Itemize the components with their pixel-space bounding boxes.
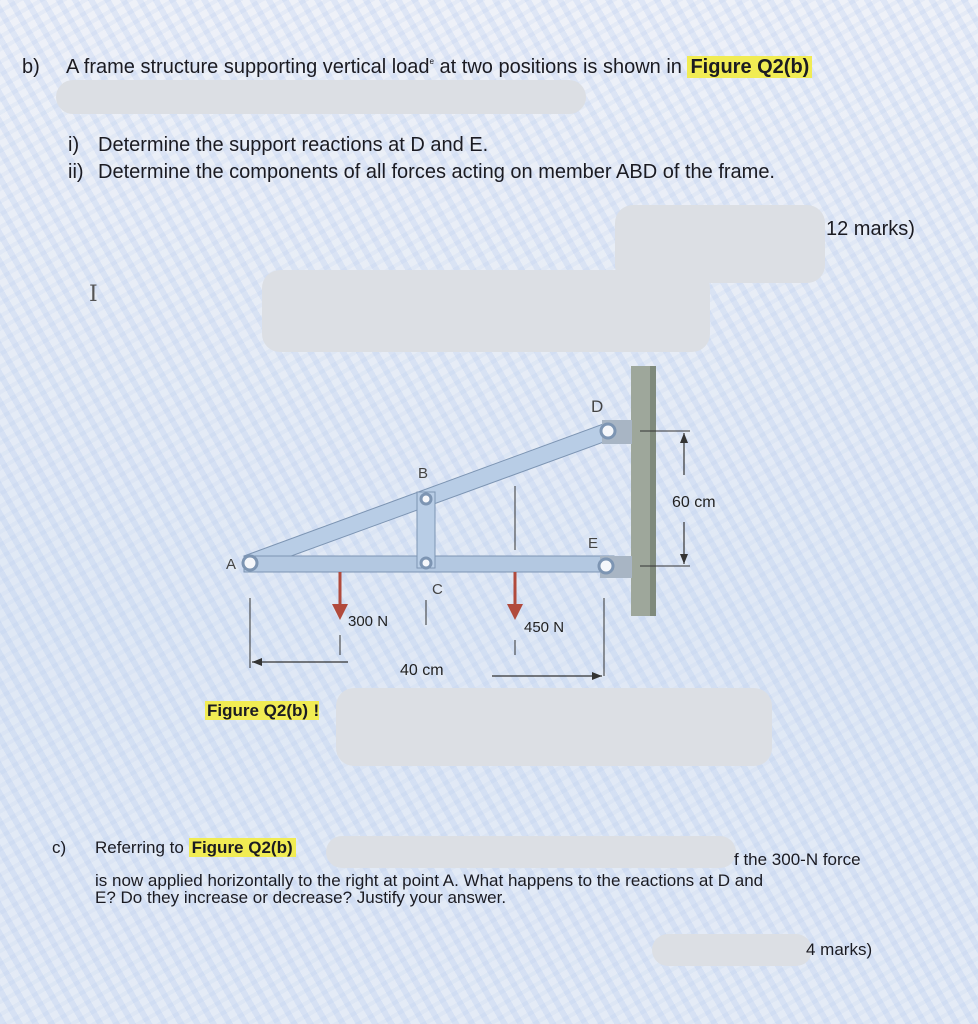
task-ii-text: Determine the components of all forces acting on member ABD of the frame. [98, 161, 775, 183]
dim-h-left-arrow [252, 658, 262, 666]
label-d: D [591, 397, 604, 416]
marks-c: 4 marks) [806, 940, 873, 959]
text-cursor-icon: I [89, 282, 98, 307]
part-b-prefix: b) [22, 56, 40, 78]
task-i-num: i) [68, 134, 80, 156]
figure-caption: Figure Q2(b) ! [207, 701, 320, 720]
marks-b: 12 marks) [826, 218, 915, 240]
part-c-prefix: c) [52, 838, 67, 857]
dim-v-top-arrow [680, 433, 688, 443]
part-c-line1-tail: f the 300-N force [734, 850, 861, 869]
redaction-6 [652, 934, 812, 966]
load-300-label: 300 N [348, 613, 389, 630]
label-c: C [432, 581, 443, 598]
part-c-line3: E? Do they increase or decrease? Justify your answer. [95, 888, 507, 907]
label-a: A [226, 556, 237, 573]
part-c-line1: Referring to Figure Q2(b) [95, 838, 296, 858]
load-arrow-300-head [332, 604, 348, 620]
pin-c [421, 558, 431, 568]
redaction-4 [336, 688, 772, 766]
dim-h-label: 40 cm [400, 662, 444, 679]
wall-shade [650, 366, 656, 616]
redaction-5 [326, 836, 736, 868]
pin-b [421, 494, 431, 504]
part-b-text: A frame structure supporting vertical load [66, 56, 430, 78]
figure-ref-highlight: Figure Q2(b) [687, 56, 812, 78]
label-b: B [418, 465, 429, 482]
dim-h-right-arrow [592, 672, 602, 680]
pin-a [243, 556, 257, 570]
pin-d [601, 424, 615, 438]
smudge-mark: ᵉ [429, 56, 434, 70]
part-c-line2: is now applied horizontally to the right at point A. What happens to the reactions at D and [95, 871, 764, 890]
part-b-text2: at two positions is shown in [439, 56, 682, 78]
task-ii-num: ii) [68, 161, 84, 183]
dim-v-label: 60 cm [672, 494, 716, 511]
load-arrow-450-head [507, 604, 523, 620]
part-c-figure-ref: Figure Q2(b) [189, 838, 296, 857]
task-i-text: Determine the support reactions at D and E. [98, 134, 489, 156]
roller-e [599, 559, 613, 573]
load-450-label: 450 N [524, 619, 565, 636]
label-e: E [588, 535, 599, 552]
dim-v-bottom-arrow [680, 554, 688, 564]
